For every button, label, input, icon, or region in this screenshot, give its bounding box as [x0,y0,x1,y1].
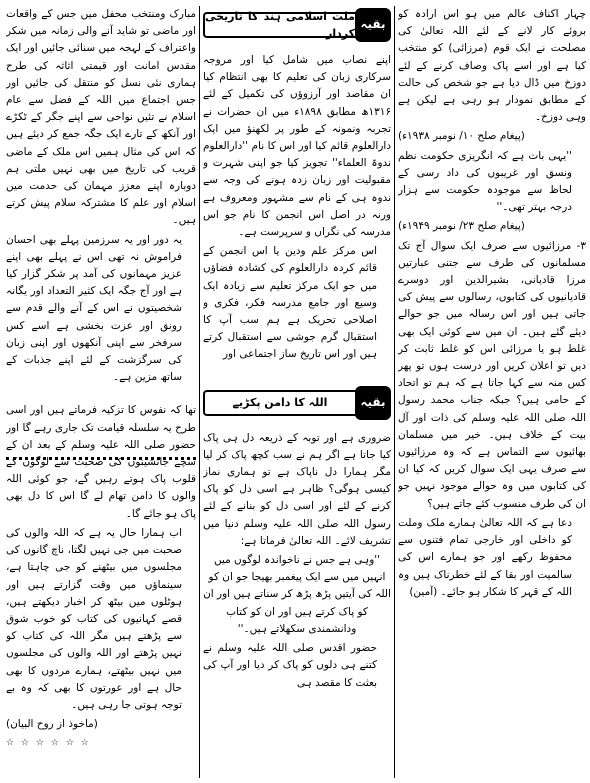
stars-ornament: ☆ ☆ ☆ ☆ ☆ ☆ [6,738,91,749]
paragraph-4: اب ہمارا حال یہ ہے کہ اللہ والوں کی صحبت میں جی نہیں لگتا، ناچ گانوں کی مجلسوں میں بیٹھنے کو جی چاہتا ہے، سینماؤں میں وقت گزارتے ہیں اور ہوٹلوں میں بیٹھ کر اخبار دیکھتے ہیں، قصے کہانیوں کی کتاب کو خوب شوق سے پڑھتے ہیں مگر اللہ کی کتاب کو نہیں پڑھتے اور اللہ والوں کی مجلسوں میں نہیں بیٹھتے، ہمارے مردوں کا بھی حال ہے اور عورتوں کا بھی کہ وہ بے توجہ ہوتی جا رہی ہیں۔ [6,526,182,711]
paragraph-1: اپنے نصاب میں شامل کیا اور مروجہ سرکاری زبان کی تعلیم کا بھی انتظام کیا ان مقاصد اور آرزوؤں کی تکمیل کے لئے ۱۳۱۶ھ مطابق ۱۸۹۸ء میں ان حضرات نے تجربہ ونمونہ کے طور پر لکھنؤ میں ایک دارالعلوم قائم کیا اور اس کا نام ''دارالعلوم ندوۃ العلماء'' تجویز کیا جو اپنی شہرت و مقبولیت اور زبان زدہ ہونے کی وجہ سے ندوہ ہی کے نام سے مشہور ومعروف ہے ورنہ در اصل اس انجمن کا نام جو اس مدرسہ کی نگراں و سرپرست ہے۔ [203,54,391,239]
paragraph-1: مبارک ومنتخب محفل میں جس کے واقعات اور ماضی تو شاید آنے والی زمانہ میں شکر واعتراف کے لہجہ میں سنائی جائیں اور ایک مقدس امانت اور قیمتی اثاثہ کی طرح ہماری نئی نسل کو منتقل کی جائیں اور جس اجتماع میں اللہ کے فضل سے عام اسلام نے تئیں نواحی سے اپنے جگر کے ٹکڑے اور آنکھ کے تارے ایک جگہ جمع کر دیئے ہیں کہ اس کی مثال ہمیں اس ملک کے ماضی قریب کی تاریخ میں بھی نہیں ملتی ہم دوبارہ اپنے معزز مہمان کی حدمت میں اسلام اور علم کا مشترکہ سلام پیش کرتے ہیں۔ [6,8,196,227]
reference: (ماخوذ از روح البیان) [6,718,98,731]
continued-badge: بقیہ [355,386,391,420]
quote: ''وہی ہے جس نے ناخواندہ لوگوں میں انہیں میں سے ایک پیغمبر بھیجا جو ان کو اللہ کی آیتیں پڑھ پڑھ کر سناتے ہیں اور ان کو پاک کرتے ہیں اور ان کو کتاب ودانشمندی سکھلاتے ہیں۔'' [203,554,391,635]
article-banner [203,8,391,44]
right-column [398,6,586,778]
reference: (پیغام صلح ۱۰/ نومبر ۱۹۳۸ء) [398,130,525,143]
column-divider-right [394,6,395,778]
paragraph-3: ۳- مرزائیوں سے صرف ایک سوال آج تک مسلمانوں کی طرف سے جتنی عبارتیں مرزا قادیانی، بشیرالدین اور دوسرے قادیانیوں کی کتابوں، رسالوں سے پیش کی جاتی ہیں اور اس رسالہ میں جو حوالے دیئے گئے ہیں۔ ان میں سے کوئی ایک بھی غلط ہو یا مرزائی اس کو غلط ثابت کر دیں تو اعلان کریں اور درست ہوں تو پھر کس منہ سے کہا جاتا ہے کہ ہم تو اتحاد کے حامی ہیں؟ جبکہ جناب محمد رسول اللہ صلی اللہ علیہ وسلم کی ذات اور آل بیت کے خلاف ہیں۔ خیر میں مسلمان بھائیوں سے التماس ہے کہ وہ مرزائیوں سے صرف یہی ایک سوال کریں کہ کیا ان کی کتابوں میں وہ حوالے موجود نہیں جو ان کی طرف منسوب کئے جاتے ہیں؟ [398,239,586,510]
continued-badge: بقیہ [355,8,391,42]
column-divider-left [199,6,200,778]
paragraph-4: حضور اقدس صلی اللہ علیہ وسلم نے کتنے ہی دلوں کو پاک کر دیا اور آپ کی بعثت کا مقصد ہی [203,642,377,689]
middle-column [203,6,391,778]
paragraph-4: دعا ہے کہ اللہ تعالیٰ ہمارے ملک وملت کو داخلی اور خارجی تمام فتنوں سے محفوظ رکھے اور جو ہمارے اس کی سالمیت اور بقا کے لئے خطرناک ہیں وہ اللہ کے قہر کا شکار ہو جائے۔ (آمین) [398,516,572,598]
left-column [6,6,196,778]
paragraph-1: چہار اکناف عالم میں ہو اس ارادہ کو بروئے کار لانے کے لئے اللہ تعالیٰ کی مصلحت نے ایک قوم (مرزائی) کو منتخب کیا ہے اور اسے پاک وصاف کرنے کے لئے دوزخ میں ڈال دیا ہے جو شخص کی حالت کے مطابق نمودار ہو رہی ہے لیکن ہے وہی دوزخ۔ [398,8,586,124]
paragraph-2: ''یہی بات ہے کہ انگریزی حکومت نظم ونسق اور غریبوں کی داد رسی کے لحاظ سے موجودہ حکومت سے ہزار درجہ بہتر تھی۔'' [398,149,572,214]
banner-title: اللہ کا دامن پکڑیے [203,390,391,416]
paragraph-2: یہ دور اور یہ سرزمین پہلے بھی احسان فراموش نہ تھی اس نے پہلے بھی اپنے عزیز مہمانوں کی آمد پر شکر گزار کیا ہے اور آج جگہ ایک کثیر التعداد اور یگانہ شخصیتوں نے اس کے آنے والے قدم سے رونق اور عزت بخشی ہے اسے کس سرفخر سے اپنی آنکھوں اور اپنی زبان کی سرگزشت کے لئے اپنے جذبات کے ساتھ مزین ہے۔ [6,233,182,384]
banner-title: ملت اسلامی ہند کا تاریخی کردار [203,12,391,38]
reference: (پیغام صلح ۲۳/ نومبر ۱۹۴۹ء) [398,220,525,233]
paragraph-2: اس مرکز علم ودین یا اس انجمن کے قائم کردہ دارالعلوم کی کشادہ فضاؤں میں جو ایک مرکز تعلیم سے زیادہ ایک وسیع اور جامع مدرسہ فکر، فکری و اصلاحی تحریک ہے ہم سب آپ کا استقبال گرم جوشی سے استقبال کرتے ہیں اور اس تاریخ ساز اجتماعی اور [203,245,377,361]
article-banner [203,386,391,422]
section-gap [6,388,196,402]
paragraph-3: ضروری ہے اور توبہ کے ذریعہ دل ہی پاک کیا جاتا ہے اگر ہم نے سب کچھ پاک کر لیا مگر ہمارا دل ناپاک ہے تو ہماری نماز کیسی ہوگی؟ ظاہر ہے اسی دل کو پاک کرنے کے لئے اور اسی دل کو بنانے کے لئے رسول اللہ صلی اللہ علیہ وسلم دنیا میں تشریف لائے۔ اللہ تعالیٰ فرماتا ہے: [203,431,391,547]
paragraph-3: تھا کہ نفوس کا تزکیہ فرماتے ہیں اور اسی طرح یہ سلسلہ قیامت تک جاری رہے گا اور حضور صلی اللہ علیہ وسلم کے بعد ان کے سچے جانشینوں کی صحبت سے لوگوں کے قلوب پاک ہوتے رہیں گے، جو کوئی اللہ والوں کا دامن تھام لے گا اس کا دل بھی پاک ہو جائے گا۔ [6,404,196,520]
